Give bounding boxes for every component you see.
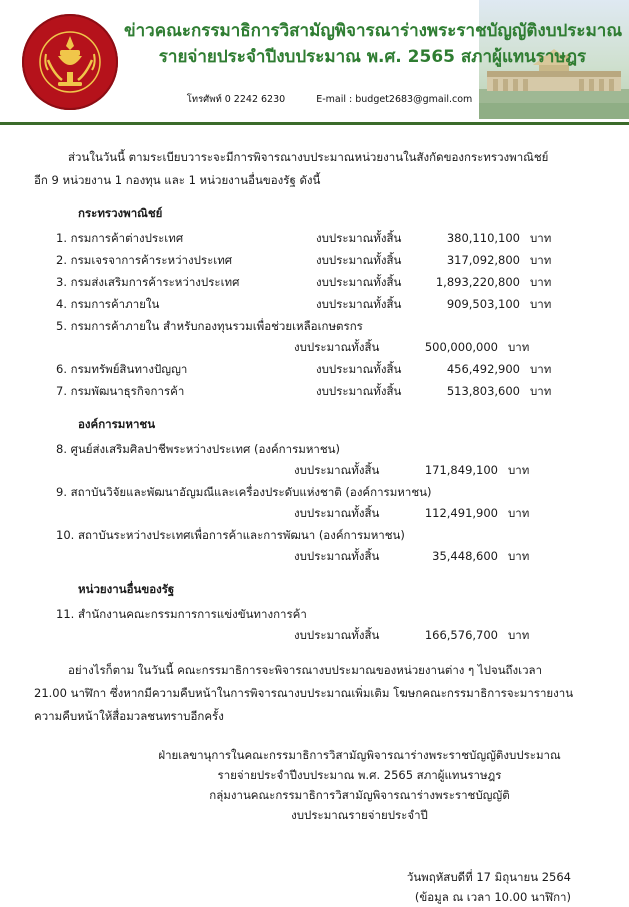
item-name: 2. กรมเจรจาการค้าระหว่างประเทศ: [56, 253, 233, 267]
budget-item-7: [56, 381, 595, 402]
budget-item-9: [56, 482, 595, 524]
item-label: งบประมาณทั้งสิ้น: [294, 549, 380, 563]
item-unit: บาท: [530, 231, 552, 245]
item-label: งบประมาณทั้งสิ้น: [316, 253, 402, 267]
item-label: งบประมาณทั้งสิ้น: [316, 384, 402, 398]
item-name: 3. กรมส่งเสริมการค้าระหว่างประเทศ: [56, 275, 240, 289]
section-ministry-of-commerce: [34, 203, 595, 402]
closing-line-1: อย่างไรก็ตาม ในวันนี้ คณะกรรมาธิการจะพิจารณางบประมาณของหน่วยงานต่าง ๆ ไปจนถึงเวลา: [68, 663, 543, 677]
budget-item-6: [56, 359, 595, 380]
item-amount: 513,803,600: [446, 384, 520, 398]
item-unit: บาท: [508, 463, 530, 477]
section-heading: องค์การมหาชน: [78, 417, 156, 431]
item-unit: บาท: [530, 362, 552, 376]
document-date: วันพฤหัสบดีที่ 17 มิถุนายน 2564: [406, 870, 571, 884]
signoff-block: [34, 745, 595, 825]
item-amount: 317,092,800: [446, 253, 520, 267]
item-amount: 380,110,100: [446, 231, 520, 245]
item-name: 7. กรมพัฒนาธุรกิจการค้า: [56, 384, 185, 398]
item-amount: 500,000,000: [424, 340, 498, 354]
item-unit: บาท: [508, 628, 530, 642]
budget-item-4: [56, 294, 595, 315]
item-label: งบประมาณทั้งสิ้น: [294, 506, 380, 520]
item-name: 8. ศูนย์ส่งเสริมศิลปาชีพระหว่างประเทศ (องค์การมหาชน): [56, 442, 341, 456]
item-unit: บาท: [508, 340, 530, 354]
item-unit: บาท: [530, 275, 552, 289]
budget-item-2: [56, 250, 595, 271]
section-public-organizations: [34, 414, 595, 567]
intro-line-1: ส่วนในวันนี้ ตามระเบียบวาระจะมีการพิจารณางบประมาณหน่วยงานในสังกัดของกระทรวงพาณิชย์: [68, 150, 549, 164]
item-unit: บาท: [508, 506, 530, 520]
item-label: งบประมาณทั้งสิ้น: [294, 463, 380, 477]
item-name: 6. กรมทรัพย์สินทางปัญญา: [56, 362, 188, 376]
signoff-line-2: รายจ่ายประจำปีงบประมาณ พ.ศ. 2565 สภาผู้แทนราษฎร: [217, 768, 502, 782]
item-label: งบประมาณทั้งสิ้น: [294, 340, 380, 354]
date-block: [34, 867, 595, 907]
signoff-line-3: กลุ่มงานคณะกรรมาธิการวิสามัญพิจารณาร่างพระราชบัญญัติ: [209, 788, 510, 802]
item-unit: บาท: [508, 549, 530, 563]
budget-item-8: [56, 439, 595, 481]
item-label: งบประมาณทั้งสิ้น: [316, 275, 402, 289]
item-amount: 909,503,100: [446, 297, 520, 311]
budget-item-3: [56, 272, 595, 293]
header-title-block: [124, 18, 621, 70]
item-unit: บาท: [530, 297, 552, 311]
closing-line-2: 21.00 นาฬิกา ซึ่งหากมีความคืบหน้าในการพิจารณางบประมาณเพิ่มเติม โฆษกคณะกรรมาธิการจะมารายงาน: [34, 686, 574, 700]
item-label: งบประมาณทั้งสิ้น: [294, 628, 380, 642]
document-header: [0, 0, 629, 125]
item-label: งบประมาณทั้งสิ้น: [316, 362, 402, 376]
contact-phone: โทรศัพท์ 0 2242 6230: [186, 94, 286, 105]
item-amount: 112,491,900: [424, 506, 498, 520]
item-name: 11. สำนักงานคณะกรรมการการแข่งขันทางการค้า: [56, 607, 307, 621]
item-name: 5. กรมการค้าภายใน สำหรับกองทุนรวมเพื่อช่วยเหลือเกษตรกร: [56, 319, 363, 333]
item-name: 1. กรมการค้าต่างประเทศ: [56, 231, 184, 245]
intro-line-2: อีก 9 หน่วยงาน 1 กองทุน และ 1 หน่วยงานอื่นของรัฐ ดังนี้: [34, 173, 321, 187]
contact-email[interactable]: E-mail : budget2683@gmail.com: [316, 94, 473, 105]
item-unit: บาท: [530, 384, 552, 398]
item-amount: 1,893,220,800: [435, 275, 520, 289]
item-amount: 35,448,600: [432, 549, 498, 563]
signoff-line-1: ฝ่ายเลขานุการในคณะกรรมาธิการวิสามัญพิจารณาร่างพระราชบัญญัติงบประมาณ: [158, 748, 561, 762]
closing-paragraph: [34, 660, 595, 727]
item-name: 10. สถาบันระหว่างประเทศเพื่อการค้าและการพัฒนา (องค์การมหาชน): [56, 528, 405, 542]
item-unit: บาท: [530, 253, 552, 267]
item-amount: 456,492,900: [446, 362, 520, 376]
budget-item-5: [56, 316, 595, 358]
budget-item-11: [56, 604, 595, 646]
parliament-emblem-icon: [22, 14, 118, 110]
header-title-line-1: ข่าวคณะกรรมาธิการวิสามัญพิจารณาร่างพระราชบัญญัติงบประมาณ: [124, 21, 623, 41]
signoff-line-4: งบประมาณรายจ่ายประจำปี: [291, 808, 428, 822]
section-heading: หน่วยงานอื่นของรัฐ: [78, 582, 175, 596]
item-name: 9. สถาบันวิจัยและพัฒนาอัญมณีและเครื่องประดับแห่งชาติ (องค์การมหาชน): [56, 485, 432, 499]
closing-line-3: ความคืบหน้าให้สื่อมวลชนทราบอีกครั้ง: [34, 709, 224, 723]
item-label: งบประมาณทั้งสิ้น: [316, 297, 402, 311]
budget-item-1: [56, 228, 595, 249]
item-amount: 166,576,700: [424, 628, 498, 642]
item-amount: 171,849,100: [424, 463, 498, 477]
item-name: 4. กรมการค้าภายใน: [56, 297, 160, 311]
item-label: งบประมาณทั้งสิ้น: [316, 231, 402, 245]
section-other-state-agencies: [34, 579, 595, 646]
budget-item-10: [56, 525, 595, 567]
header-title-line-2: รายจ่ายประจำปีงบประมาณ พ.ศ. 2565 สภาผู้แทนราษฎร: [158, 47, 587, 67]
section-heading: กระทรวงพาณิชย์: [78, 206, 163, 220]
emblem-graphic: [34, 26, 106, 98]
document-time-note: (ข้อมูล ณ เวลา 10.00 นาฬิกา): [414, 890, 571, 904]
header-contact-row: [150, 92, 509, 107]
document-body: [0, 125, 629, 907]
